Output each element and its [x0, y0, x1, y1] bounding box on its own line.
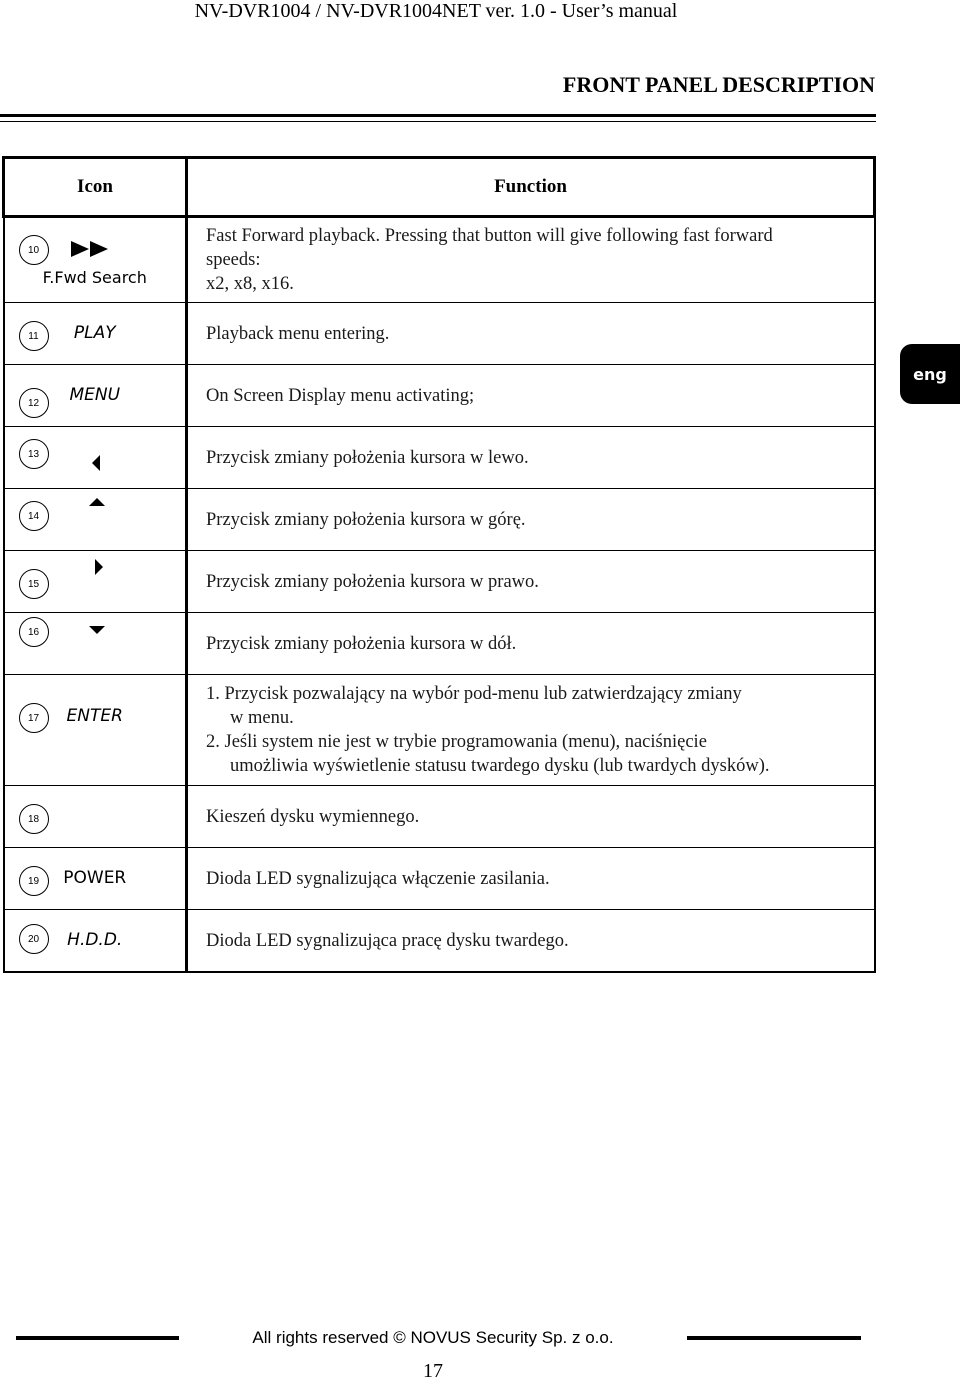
table-row	[4, 365, 875, 427]
button-label: POWER	[63, 868, 127, 888]
item-number: 12	[19, 388, 49, 418]
arrow-left-icon	[91, 455, 101, 471]
table-row	[4, 303, 875, 365]
arrow-up-icon	[89, 497, 105, 507]
table-row	[4, 551, 875, 613]
manual-title: NV-DVR1004 / NV-DVR1004NET ver. 1.0 - User’s manual	[194, 0, 678, 22]
table-row	[4, 489, 875, 551]
column-header-icon: Icon	[4, 158, 187, 217]
button-label: MENU	[69, 385, 121, 405]
icon-cell	[4, 489, 187, 551]
footer-rule-right	[687, 1336, 861, 1340]
function-cell	[187, 551, 875, 613]
item-number: 11	[19, 321, 49, 351]
function-cell	[187, 613, 875, 675]
item-number: 17	[19, 703, 49, 733]
function-cell	[187, 427, 875, 489]
icon-cell	[4, 675, 187, 786]
item-number: 13	[19, 439, 49, 469]
item-number: 15	[19, 569, 49, 599]
icon-cell	[4, 303, 187, 365]
header-rule-thick	[0, 114, 876, 117]
language-tab: eng	[900, 344, 960, 404]
item-number: 14	[19, 501, 49, 531]
front-panel-table	[2, 156, 876, 973]
arrow-down-icon	[89, 625, 105, 635]
item-number: 16	[19, 617, 49, 647]
button-label: PLAY	[73, 323, 116, 343]
header-rule-thin	[0, 121, 876, 122]
function-line: Dioda LED sygnalizująca pracę dysku twardego.	[206, 930, 569, 951]
column-header-function: Function	[187, 158, 875, 217]
table-row	[4, 427, 875, 489]
button-label: F.Fwd Search	[42, 268, 147, 287]
item-number: 19	[19, 866, 49, 896]
function-line: Dioda LED sygnalizująca włączenie zasilania.	[206, 868, 550, 889]
page-number: 17	[423, 1360, 443, 1382]
icon-cell	[4, 551, 187, 613]
icon-cell	[4, 848, 187, 910]
function-cell	[187, 489, 875, 551]
function-cell	[187, 365, 875, 427]
fast-forward-icon	[71, 240, 111, 258]
icon-cell	[4, 427, 187, 489]
function-line: Playback menu entering.	[206, 323, 390, 344]
table-row	[4, 910, 875, 973]
button-label: ENTER	[66, 706, 123, 726]
function-cell	[187, 910, 875, 973]
table-header-row	[4, 158, 875, 217]
footer-rule-left	[16, 1336, 179, 1340]
function-line: w menu.	[230, 708, 294, 728]
icon-cell	[4, 613, 187, 675]
button-label: H.D.D.	[67, 930, 123, 950]
icon-cell	[4, 365, 187, 427]
function-cell	[187, 675, 875, 786]
function-line: umożliwia wyświetlenie statusu twardego dysku (lub twardych dysków).	[230, 756, 770, 776]
icon-cell	[4, 217, 187, 303]
function-line: Przycisk zmiany położenia kursora w górę.	[206, 509, 526, 530]
function-cell	[187, 848, 875, 910]
function-line: speeds:	[206, 250, 261, 270]
function-cell	[187, 217, 875, 303]
function-line: 2. Jeśli system nie jest w trybie programowania (menu), naciśnięcie	[206, 732, 707, 752]
function-line: On Screen Display menu activating;	[206, 385, 475, 406]
function-line: Fast Forward playback. Pressing that button will give following fast forward	[206, 226, 773, 246]
arrow-right-icon	[94, 559, 104, 575]
function-line: Przycisk zmiany położenia kursora w lewo.	[206, 447, 529, 468]
section-title: FRONT PANEL DESCRIPTION	[562, 72, 875, 97]
item-number: 18	[19, 804, 49, 834]
function-line: 1. Przycisk pozwalający na wybór pod-menu lub zatwierdzający zmiany	[206, 684, 742, 704]
function-cell	[187, 786, 875, 848]
item-number: 20	[19, 924, 49, 954]
item-number: 10	[19, 235, 49, 265]
table-row	[4, 613, 875, 675]
table-row	[4, 217, 875, 303]
table-row	[4, 786, 875, 848]
icon-cell	[4, 910, 187, 973]
function-line: Kieszeń dysku wymiennego.	[206, 806, 420, 827]
footer-rights: All rights reserved © NOVUS Security Sp. z o.o.	[252, 1328, 614, 1347]
table-row	[4, 848, 875, 910]
function-line: x2, x8, x16.	[206, 274, 294, 294]
icon-cell	[4, 786, 187, 848]
function-cell	[187, 303, 875, 365]
function-line: Przycisk zmiany położenia kursora w dół.	[206, 633, 517, 654]
table-row	[4, 675, 875, 786]
function-line: Przycisk zmiany położenia kursora w prawo.	[206, 571, 539, 592]
